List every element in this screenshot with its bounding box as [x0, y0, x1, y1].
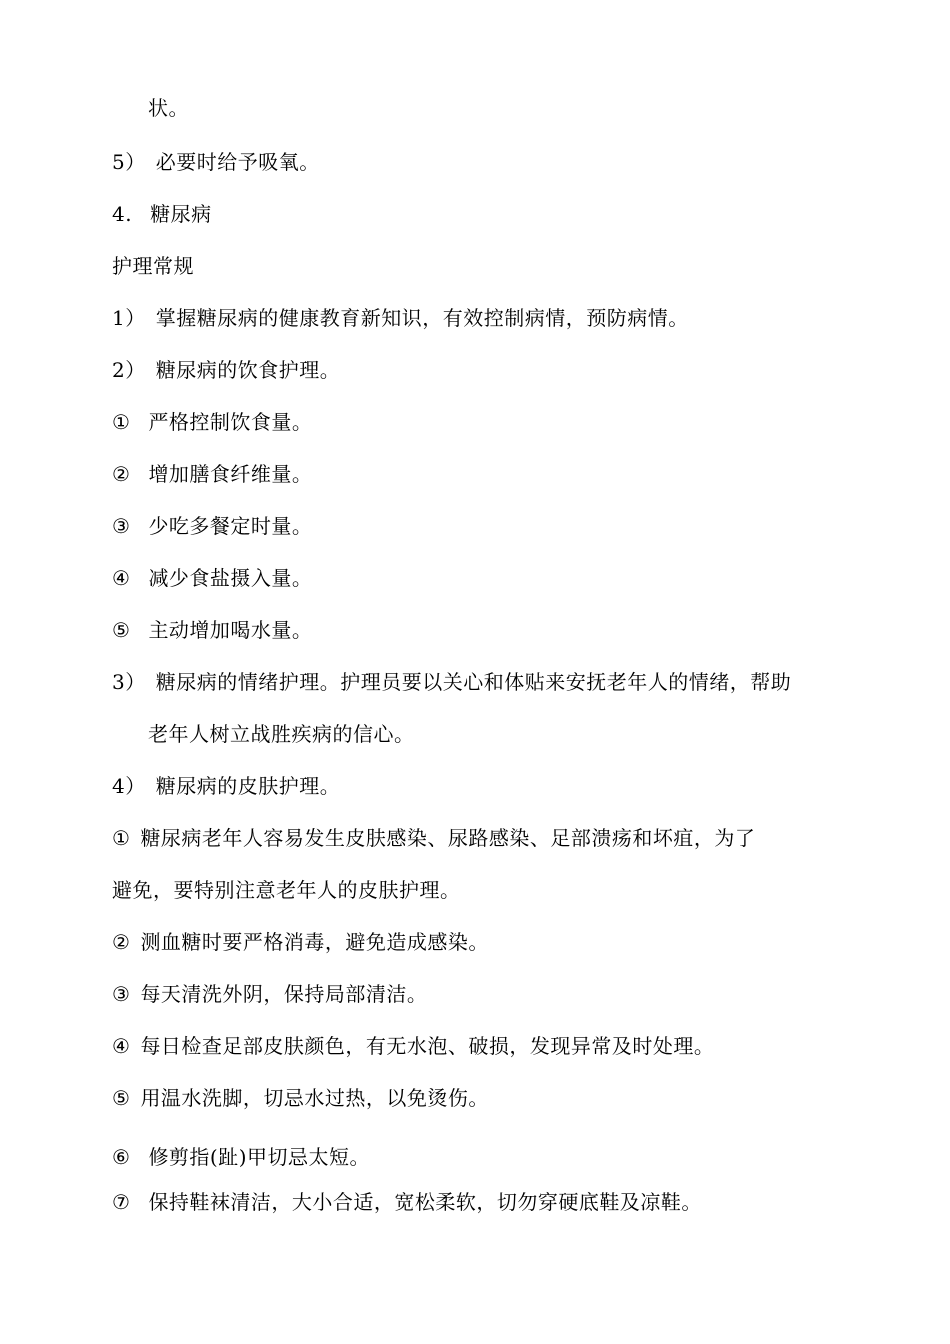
item-number: 2） — [112, 358, 146, 382]
list-item — [112, 1032, 714, 1060]
line-text: 糖尿病老年人容易发生皮肤感染、尿路感染、足部溃疡和坏疽，为了 — [140, 826, 756, 850]
list-item — [112, 928, 489, 956]
line-text: 状。 — [148, 96, 189, 120]
line-text: 测血糖时要严格消毒，避免造成感染。 — [140, 930, 489, 954]
section-heading — [112, 200, 212, 228]
item-number: ② — [112, 462, 131, 486]
line-text: 修剪指(趾)甲切忌太短。 — [148, 1145, 371, 1169]
list-item — [112, 980, 427, 1008]
item-number: 1） — [112, 306, 146, 330]
list-item — [112, 460, 312, 488]
item-number: 5） — [112, 150, 146, 174]
list-item — [112, 408, 312, 436]
list-item — [112, 1084, 489, 1112]
list-item — [112, 772, 340, 800]
section-number: 4. — [112, 202, 133, 226]
list-item — [112, 668, 791, 696]
line-text: 保持鞋袜清洁，大小合适，宽松柔软，切勿穿硬底鞋及凉鞋。 — [148, 1190, 702, 1214]
line-text: 每日检查足部皮肤颜色，有无水泡、破损，发现异常及时处理。 — [140, 1034, 715, 1058]
line-text: 糖尿病的情绪护理。护理员要以关心和体贴来安抚老年人的情绪，帮助 — [155, 670, 792, 694]
item-number: 3） — [112, 670, 146, 694]
text-line — [148, 720, 415, 748]
list-item — [112, 512, 312, 540]
line-text: 护理常规 — [112, 254, 194, 278]
line-text: 主动增加喝水量。 — [148, 618, 313, 642]
list-item — [112, 356, 340, 384]
line-text: 糖尿病的皮肤护理。 — [155, 774, 341, 798]
line-text: 严格控制饮食量。 — [148, 410, 313, 434]
list-item — [112, 564, 312, 592]
line-text: 减少食盐摄入量。 — [148, 566, 313, 590]
item-number: ④ — [112, 1034, 131, 1058]
item-number: ③ — [112, 982, 131, 1006]
list-item — [112, 824, 755, 852]
item-number: ⑤ — [112, 1086, 131, 1110]
section-title: 糖尿病 — [150, 202, 212, 226]
subsection-heading — [112, 252, 194, 280]
list-item — [112, 1188, 702, 1216]
line-text: 用温水洗脚，切忌水过热，以免烫伤。 — [140, 1086, 489, 1110]
list-item — [112, 304, 689, 332]
line-text: 必要时给予吸氧。 — [155, 150, 320, 174]
text-line — [148, 94, 189, 122]
item-number: ⑥ — [112, 1145, 131, 1169]
line-text: 少吃多餐定时量。 — [148, 514, 313, 538]
list-item — [112, 148, 320, 176]
item-number: ② — [112, 930, 131, 954]
line-text: 增加膳食纤维量。 — [148, 462, 313, 486]
list-item — [112, 616, 312, 644]
item-number: ③ — [112, 514, 131, 538]
line-text: 避免，要特别注意老年人的皮肤护理。 — [112, 878, 461, 902]
item-number: ⑦ — [112, 1190, 131, 1214]
line-text: 每天清洗外阴，保持局部清洁。 — [140, 982, 428, 1006]
item-number: ① — [112, 410, 131, 434]
text-line — [112, 876, 461, 904]
item-number: ④ — [112, 566, 131, 590]
list-item — [112, 1143, 370, 1171]
line-text: 糖尿病的饮食护理。 — [155, 358, 341, 382]
item-number: ① — [112, 826, 131, 850]
line-text: 掌握糖尿病的健康教育新知识，有效控制病情，预防病情。 — [155, 306, 689, 330]
item-number: ⑤ — [112, 618, 131, 642]
line-text: 老年人树立战胜疾病的信心。 — [148, 722, 415, 746]
item-number: 4） — [112, 774, 146, 798]
